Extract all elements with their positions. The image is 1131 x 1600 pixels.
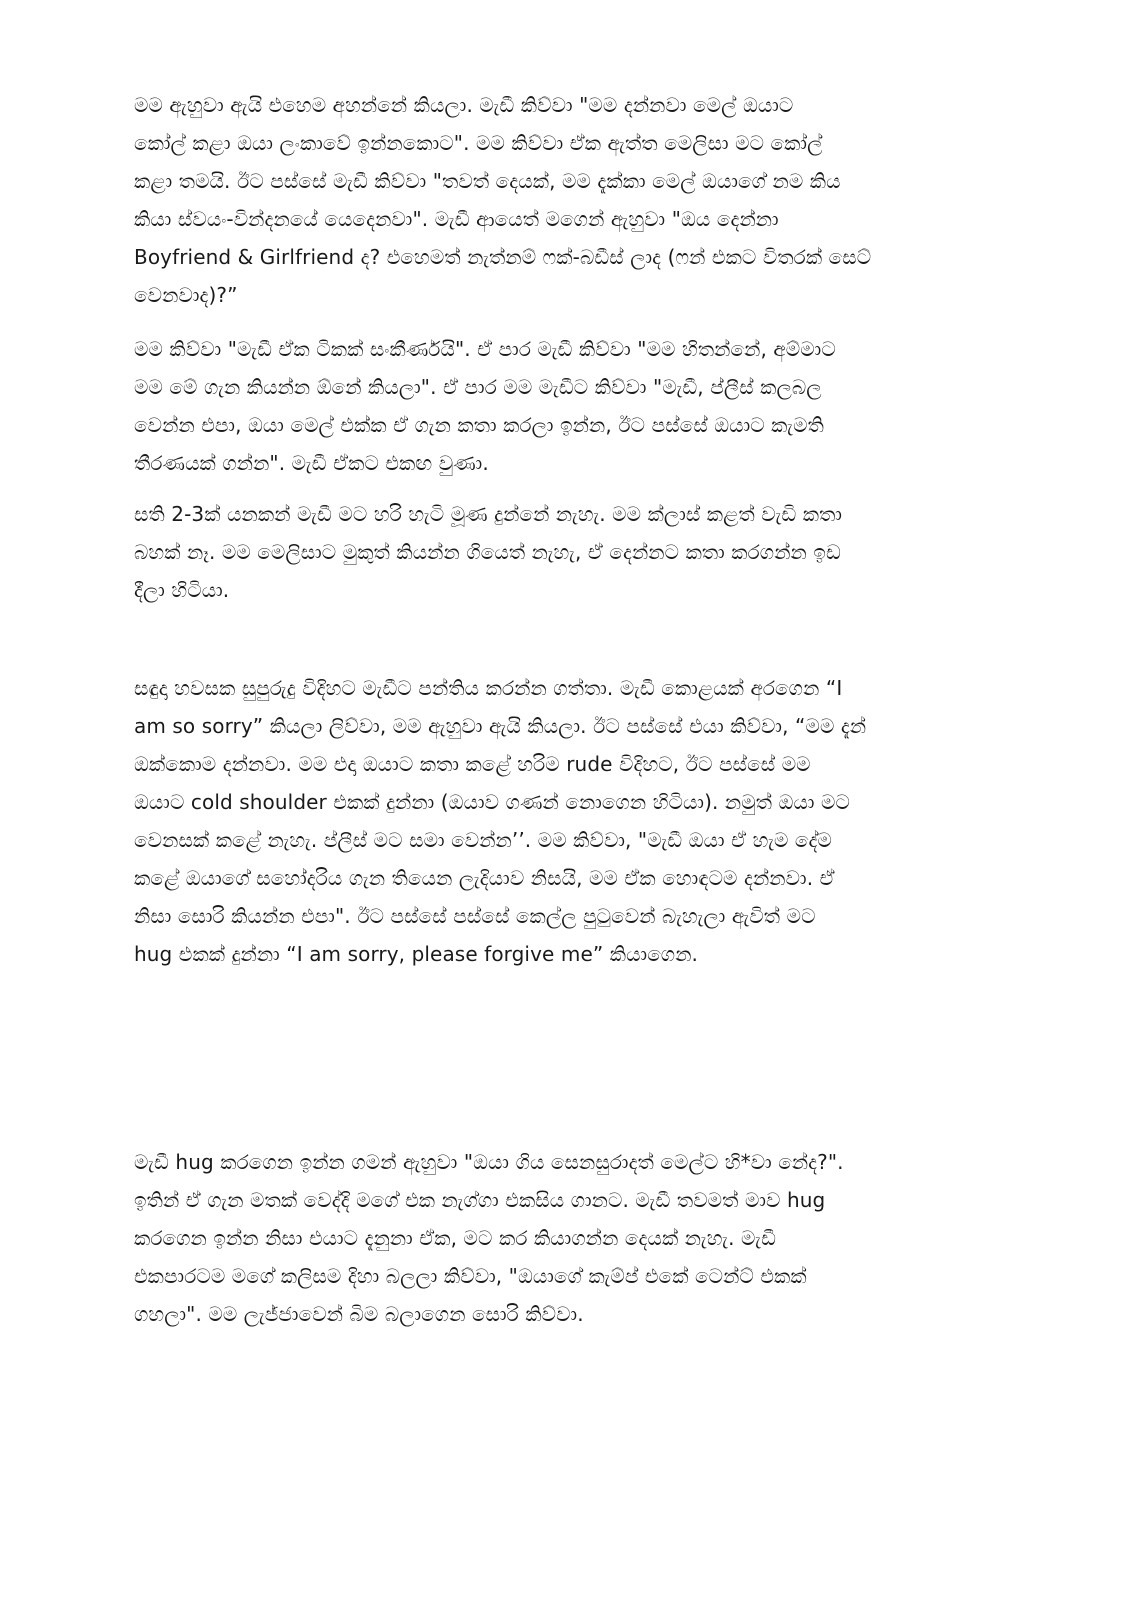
text-line: දීලා හිටියා.: [134, 578, 230, 602]
text-line: ගහලා". මම ලැජ්ජාවෙන් බිම බලාගෙන සොරි කිව්වා.: [134, 1302, 584, 1326]
text-line: සඳුදා හවසක සුපුරුදු විදිහට මැඩීට පන්තිය කරන්න ගත්තා. මැඩී කොළයක් අරගෙන “I: [134, 676, 843, 700]
text-line: වෙනවාද)?”: [134, 283, 238, 307]
paragraph-2: [134, 330, 984, 482]
text-line: කරගෙන ඉන්න නිසා එයාට දැනුනා ඒක, මට කර කියාගන්න දෙයක් නැහැ. මැඩී: [134, 1226, 777, 1250]
text-line: කෝල් කළා ඔයා ලංකාවේ ඉන්නකොට". මම කිව්වා ඒක ඇත්ත මෙලිසා මට කෝල්: [134, 131, 823, 155]
paragraph-1: [134, 86, 984, 314]
text-line: වෙනසක් කළේ නැහැ. ප්ලීස් මට සමා වෙන්න’’. මම කිව්වා, "මැඩී ඔයා ඒ හැම දේම: [134, 828, 833, 852]
text-line: Boyfriend & Girlfriend ද? එහෙමත් නැත්නම් ෆක්-බඩීස් ලාද (ෆන් එකට විතරක් සෙට්: [134, 245, 872, 269]
text-line: බහක් නෑ. මම මෙලිසාට මුකුත් කියන්න ගියෙත් නැහැ, ඒ දෙන්නට කතා කරගන්න ඉඩ: [134, 540, 841, 564]
text-line: ඔක්කොම දන්නවා. මම එදා ඔයාට කතා කළේ හරිම rude විදිහට, ඊට පස්සේ මම: [134, 752, 811, 776]
paragraph-4: [134, 669, 984, 973]
text-line: hug එකක් දුන්නා “I am sorry, please forgive me” කියාගෙන.: [134, 942, 699, 966]
paragraph-3: [134, 495, 984, 609]
text-line: සති 2-3ක් යනකන් මැඩී මට හරි හැටි මූණ දුන්නේ නැහැ. මම ක්ලාස් කළත් වැඩි කතා: [134, 502, 843, 526]
text-line: තීරණයක් ගන්න". මැඩී ඒකට එකඟ වුණා.: [134, 451, 489, 475]
text-line: කියා ස්වයං-වින්දනයේ යෙදෙනවා". මැඩී ආයෙත් මගෙන් ඇහුවා "ඔය දෙන්නා: [134, 207, 779, 231]
text-line: එකපාරටම මගේ කලිසම දිහා බලලා කිව්වා, "ඔයාගේ කැම්ප් එකේ ටෙන්ට් එකක්: [134, 1264, 807, 1288]
text-line: නිසා සොරි කියන්න එපා". ඊට පස්සේ පස්සේ කෙල්ල පුටුවෙන් බැහැලා ඇවිත් මට: [134, 904, 816, 928]
text-line: වෙන්න එපා, ඔයා මෙල් එක්ක ඒ ගැන කතා කරලා ඉන්න, ඊට පස්සේ ඔයාට කැමති: [134, 413, 824, 437]
text-line: මම මේ ගැන කියන්න ඕනේ කියලා". ඒ පාර මම මැඩීට කිව්වා "මැඩී, ප්ලීස් කලබල: [134, 375, 822, 399]
text-line: කළා තමයි. ඊට පස්සේ මැඩී කිව්වා "තවත් දෙයක්, මම දැක්කා මෙල් ඔයාගේ නම කිය: [134, 169, 841, 193]
text-line: මම කිව්වා "මැඩී ඒක ටිකක් සංකීර්ණයි". ඒ පාර මැඩී කිව්වා "මම හිතන්නේ, අම්මාට: [134, 337, 836, 361]
paragraph-5: [134, 1143, 984, 1333]
text-line: මම ඇහුවා ඇයි එහෙම අහන්නේ කියලා. මැඩී කිව්වා "මම දන්නවා මෙල් ඔයාට: [134, 93, 794, 117]
text-line: මැඩී hug කරගෙන ඉන්න ගමන් ඇහුවා "ඔයා ගිය සෙනසුරාදත් මෙල්ට හි*වා නේද?".: [134, 1150, 844, 1174]
text-line: ඉතින් ඒ ගැන මතක් වෙද්දි මගේ එක නැග්ගා එකසිය ගානට. මැඩී තවමත් මාව hug: [134, 1188, 826, 1212]
text-line: ඔයාට cold shoulder එකක් දුන්නා (ඔයාව ගණන් නොගෙන හිටියා). නමුත් ඔයා මට: [134, 790, 850, 814]
text-line: am so sorry” කියලා ලිව්වා, මම ඇහුවා ඇයි කියලා. ඊට පස්සේ එයා කිව්වා, “මම දැන්: [134, 714, 867, 738]
text-line: කළේ ඔයාගේ සහෝදරිය ගැන තියෙන ලැදියාව නිසයි, මම ඒක හොඳටම දන්නවා. ඒ: [134, 866, 835, 890]
